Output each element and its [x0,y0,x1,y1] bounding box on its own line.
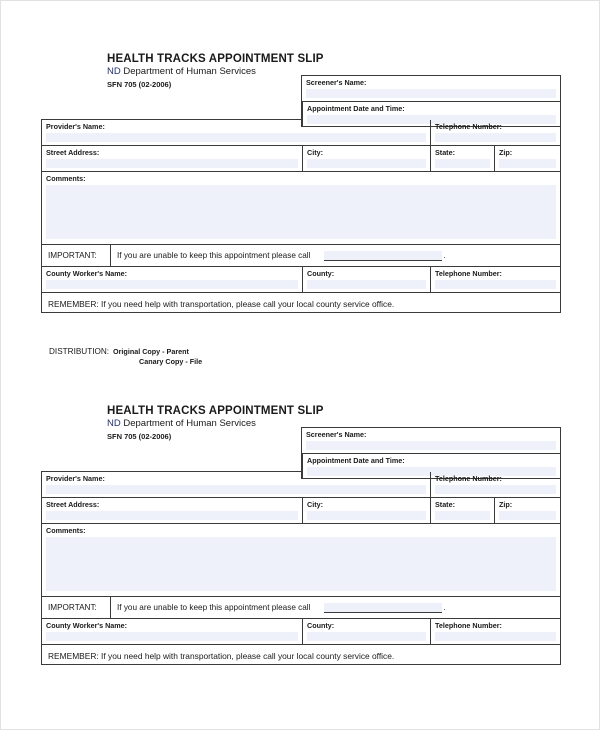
field-label: Comments: [46,174,86,183]
appointment-slip-copy-1 [41,53,561,313]
field-county[interactable] [302,267,430,292]
field-label: Telephone Number: [435,122,502,131]
important-row [42,596,560,618]
table-row [42,523,560,596]
field-label: Comments: [46,526,86,535]
field-input[interactable] [435,485,556,494]
field-screeners-name[interactable] [302,76,560,101]
table-row [42,266,560,292]
field-label: Screener's Name: [306,78,367,87]
field-label: Appointment Date and Time: [307,456,405,465]
important-text: If you are unable to keep this appointment please call [117,250,311,260]
distribution-label: DISTRIBUTION: [49,347,110,356]
table-row [42,497,560,523]
field-telephone-number[interactable] [430,472,560,497]
important-trailing-period: . [443,250,446,260]
field-label: Screener's Name: [306,430,367,439]
field-input[interactable] [46,511,298,520]
field-input[interactable] [499,511,556,520]
field-providers-name[interactable] [42,120,430,145]
distribution-line-1: Original Copy - Parent [113,347,189,356]
agency-name: Department of Human Services [120,66,256,77]
important-trailing-period: . [443,602,446,612]
phone-blank-input[interactable] [324,251,442,261]
field-label: Telephone Number: [435,474,502,483]
important-notice [110,597,560,618]
agency-state-mark: ND [107,66,121,77]
important-text: If you are unable to keep this appointment please call [117,602,311,612]
agency-name: Department of Human Services [120,418,256,429]
field-input[interactable] [307,632,426,641]
remember-row [42,292,560,312]
form-number: SFN 705 (02-2006) [107,432,172,441]
field-comments[interactable] [42,524,560,596]
field-county-workers-name[interactable] [42,267,302,292]
field-zip[interactable] [494,146,560,171]
field-label: Telephone Number: [435,269,502,278]
remember-notice: REMEMBER: If you need help with transportation, please call your local county service office. [48,650,395,661]
field-input[interactable] [435,511,490,520]
important-label: IMPORTANT: [48,602,97,612]
field-street-address[interactable] [42,498,302,523]
field-state[interactable] [430,146,494,171]
field-comments[interactable] [42,172,560,244]
field-label: County Worker's Name: [46,621,128,630]
field-county-telephone-number[interactable] [430,619,560,644]
field-label: Telephone Number: [435,621,502,630]
agency-state-mark: ND [107,418,121,429]
field-label: County: [307,621,335,630]
table-row [42,472,560,497]
field-county-workers-name[interactable] [42,619,302,644]
field-input[interactable] [499,159,556,168]
form-number: SFN 705 (02-2006) [107,80,172,89]
slip-body-table [41,471,561,665]
table-row [42,145,560,171]
field-city[interactable] [302,146,430,171]
field-input[interactable] [46,485,426,494]
important-label: IMPORTANT: [48,250,97,260]
field-label: Appointment Date and Time: [307,104,405,113]
distribution-line-2: Canary Copy - File [139,357,203,366]
field-zip[interactable] [494,498,560,523]
table-row [42,618,560,644]
field-label: Street Address: [46,500,100,509]
field-input[interactable] [46,280,298,289]
remember-notice: REMEMBER: If you need help with transportation, please call your local county service office. [48,298,395,309]
table-row [42,171,560,244]
field-street-address[interactable] [42,146,302,171]
field-telephone-number[interactable] [430,120,560,145]
field-label: Zip: [499,148,513,157]
field-input[interactable] [435,159,490,168]
field-input[interactable] [435,133,556,142]
field-input[interactable] [46,133,426,142]
field-input[interactable] [435,632,556,641]
field-county-telephone-number[interactable] [430,267,560,292]
slip-body-table [41,119,561,313]
page-title: HEALTH TRACKS APPOINTMENT SLIP [107,405,324,417]
field-label: Provider's Name: [46,122,105,131]
field-label: Provider's Name: [46,474,105,483]
appointment-slip-copy-2 [41,405,561,665]
field-input[interactable] [46,159,298,168]
field-county[interactable] [302,619,430,644]
important-row [42,244,560,266]
field-providers-name[interactable] [42,472,430,497]
important-notice [110,245,560,266]
field-label: Zip: [499,500,513,509]
field-input[interactable] [435,280,556,289]
field-input[interactable] [307,280,426,289]
field-input[interactable] [46,632,298,641]
page-title: HEALTH TRACKS APPOINTMENT SLIP [107,53,324,65]
field-input[interactable] [46,185,556,239]
field-label: County Worker's Name: [46,269,128,278]
remember-row [42,644,560,664]
field-input[interactable] [46,537,556,591]
field-input[interactable] [307,159,426,168]
field-label: City: [307,148,323,157]
field-label: Street Address: [46,148,100,157]
field-label: State: [435,148,455,157]
field-screeners-name[interactable] [302,428,560,453]
field-city[interactable] [302,498,430,523]
field-label: City: [307,500,323,509]
field-input[interactable] [306,89,556,98]
field-label: State: [435,500,455,509]
field-input[interactable] [306,441,556,450]
field-label: County: [307,269,335,278]
table-row [42,120,560,145]
phone-blank-input[interactable] [324,603,442,613]
distribution-block [49,347,202,367]
field-state[interactable] [430,498,494,523]
distribution-lines [113,347,202,367]
field-input[interactable] [307,511,426,520]
